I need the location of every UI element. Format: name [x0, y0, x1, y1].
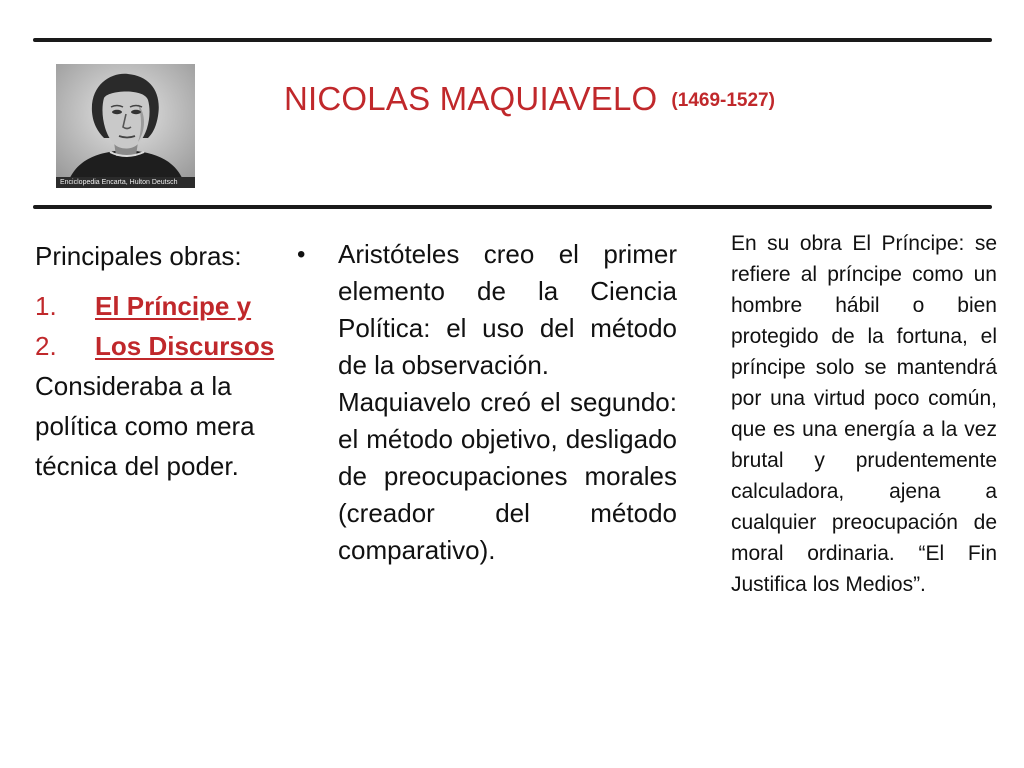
politics-note: Consideraba a la política como mera técnica del poder.: [35, 371, 255, 481]
method-paragraph-aristotle: Aristóteles creo el primer elemento de la Ciencia Política: el uso del método de la observación.: [338, 239, 677, 380]
portrait-credit: Enciclopedia Encarta, Hulton Deutsch: [56, 177, 195, 188]
top-divider: [33, 38, 992, 42]
method-paragraph-machiavelli: Maquiavelo creó el segundo: el método objetivo, desligado de preocupaciones morales (creador del método comparativo).: [338, 387, 677, 565]
works-list: [35, 286, 310, 366]
work-number: 1.: [35, 291, 57, 321]
prince-description: En su obra El Príncipe: se refiere al príncipe como un hombre hábil o bien protegido de la fortuna, el príncipe solo se mantendrá por una virtud poco común, que es una energía a la vez brutal y prudentemente calculadora, ajena a cualquier preocupación de moral ordinaria. “El Fin Justifica los Medios”.: [731, 232, 997, 596]
prince-column: [731, 228, 997, 600]
works-heading: Principales obras:: [35, 241, 242, 271]
works-list-item: [35, 286, 310, 326]
portrait-image: [56, 64, 195, 188]
works-list-item: [35, 326, 310, 366]
title-years: (1469-1527): [671, 90, 775, 111]
method-text: [338, 236, 677, 569]
works-column: [35, 236, 310, 486]
method-column: [297, 236, 677, 569]
bullet-icon: •: [297, 241, 306, 268]
page-title: [284, 80, 775, 118]
portrait-illustration: [56, 64, 195, 188]
work-number: 2.: [35, 331, 57, 361]
bottom-divider: [33, 205, 992, 209]
work-title-link[interactable]: Los Discursos: [95, 331, 275, 361]
title-name: NICOLAS MAQUIAVELO: [284, 80, 658, 117]
work-title-link[interactable]: El Príncipe y: [95, 291, 252, 321]
